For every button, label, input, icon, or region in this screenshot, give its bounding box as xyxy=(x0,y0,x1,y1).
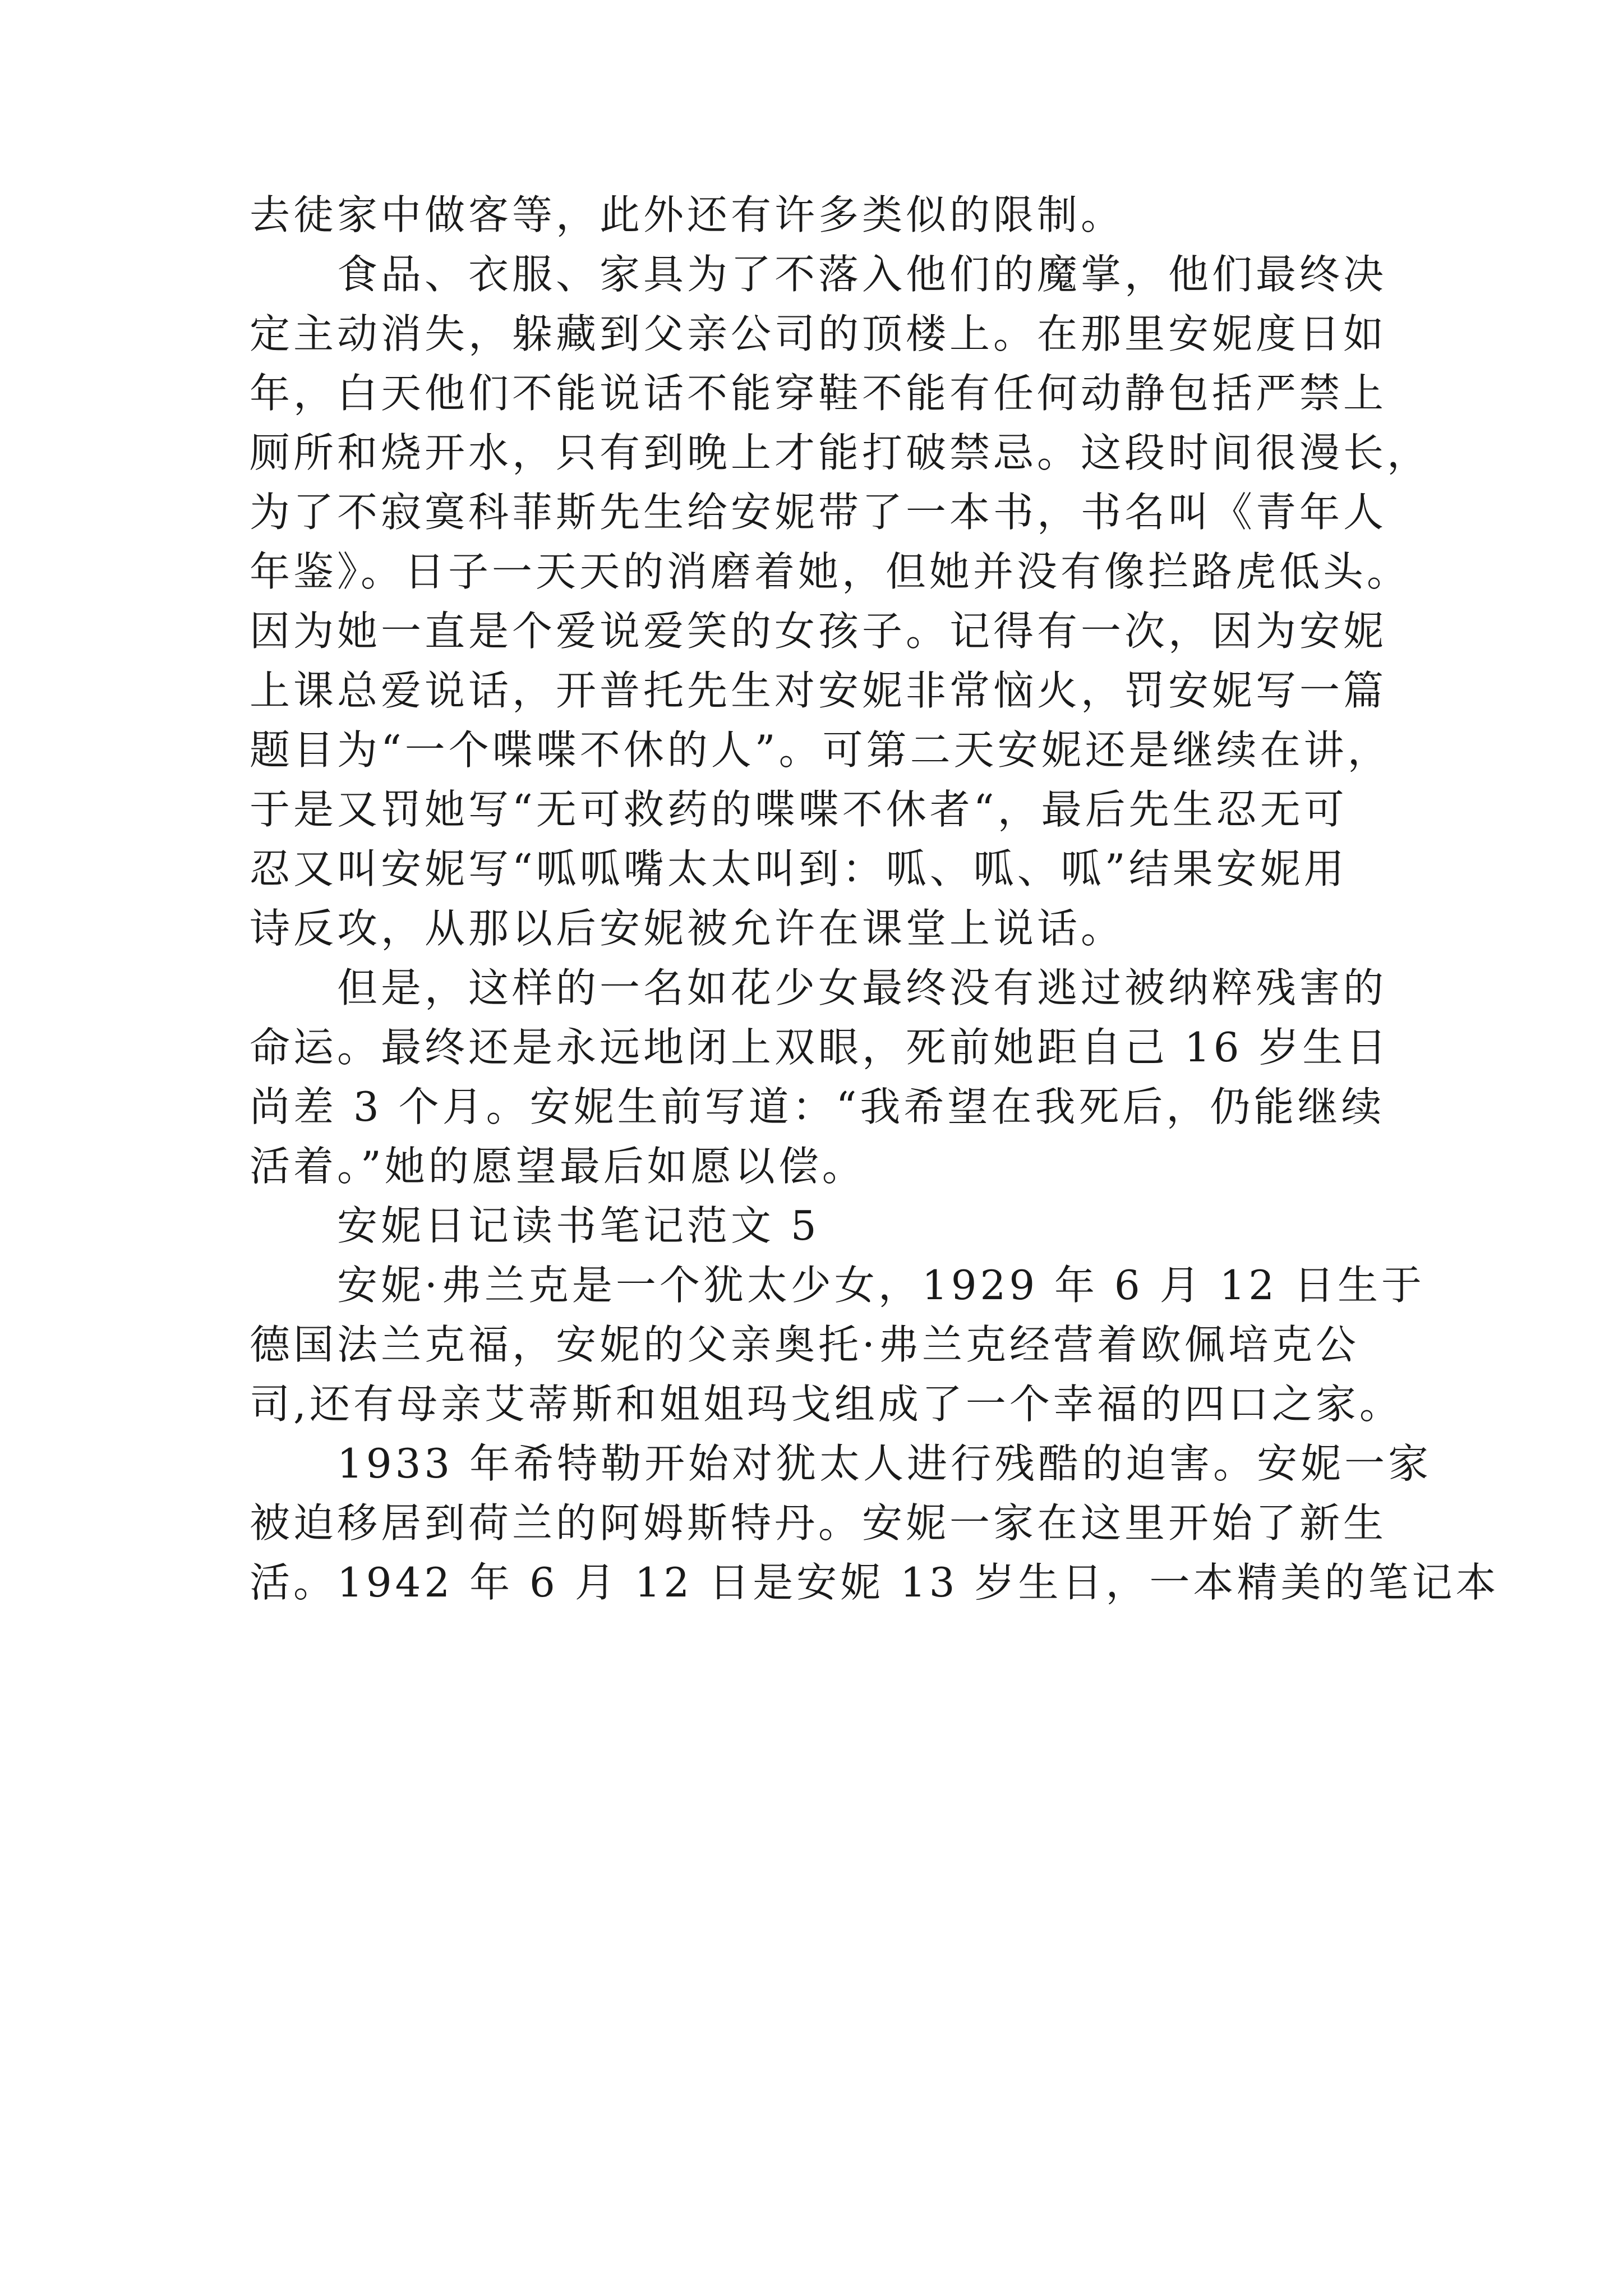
text-line: 厕所和烧开水，只有到晚上才能打破禁忌。这段时间很漫长， xyxy=(250,429,1431,476)
text-line: 忍又叫安妮写“呱呱嘴太太叫到：呱、呱、呱”结果安妮用 xyxy=(250,845,1348,892)
text-line: 1933 年希特勒开始对犹太人进行残酷的迫害。安妮一家 xyxy=(250,1440,1432,1487)
text-line: 诗反攻，从那以后安妮被允许在课堂上说话。 xyxy=(250,905,1125,952)
text-line: 司,还有母亲艾蒂斯和姐姐玛戈组成了一个幸福的四口之家。 xyxy=(250,1381,1403,1428)
text-line: 德国法兰克福，安妮的父亲奥托·弗兰克经营着欧佩培克公 xyxy=(250,1321,1359,1368)
text-line: 于是又罚她写“无可救药的喋喋不休者“，最后先生忍无可 xyxy=(250,786,1348,833)
text-line: 活着。”她的愿望最后如愿以偿。 xyxy=(250,1143,866,1190)
text-line: 年，白天他们不能说话不能穿鞋不能有任何动静包括严禁上 xyxy=(250,370,1387,417)
text-line: 被迫移居到荷兰的阿姆斯特丹。安妮一家在这里开始了新生 xyxy=(250,1499,1387,1547)
text-line: 为了不寂寞科菲斯先生给安妮带了一本书，书名叫《青年人 xyxy=(250,489,1387,536)
text-line: 尚差 3 个月。安妮生前写道：“我希望在我死后，仍能继续 xyxy=(250,1083,1385,1130)
text-line: 定主动消失，躲藏到父亲公司的顶楼上。在那里安妮度日如 xyxy=(250,310,1387,357)
text-line: 年鉴》。日子一天天的消磨着她，但她并没有像拦路虎低头。 xyxy=(250,548,1411,595)
text-line: 因为她一直是个爱说爱笑的女孩子。记得有一次，因为安妮 xyxy=(250,608,1387,655)
text-line: 上课总爱说话，开普托先生对安妮非常恼火，罚安妮写一篇 xyxy=(250,667,1387,714)
text-line: 但是，这样的一名如花少女最终没有逃过被纳粹残害的 xyxy=(250,964,1387,1011)
text-line: 命运。最终还是永远地闭上双眼，死前她距自己 16 岁生日 xyxy=(250,1024,1390,1071)
section-heading: 安妮日记读书笔记范文 5 xyxy=(250,1202,820,1249)
text-line: 安妮·弗兰克是一个犹太少女，1929 年 6 月 12 日生于 xyxy=(250,1262,1425,1309)
text-line: 题目为“一个喋喋不休的人”。可第二天安妮还是继续在讲， xyxy=(250,726,1391,774)
text-line: 活。1942 年 6 月 12 日是安妮 13 岁生日，一本精美的笔记本 xyxy=(250,1559,1500,1606)
document-body xyxy=(250,185,1500,1612)
text-line: 去徒家中做客等，此外还有许多类似的限制。 xyxy=(250,191,1125,238)
text-line: 食品、衣服、家具为了不落入他们的魔掌，他们最终决 xyxy=(250,251,1387,298)
